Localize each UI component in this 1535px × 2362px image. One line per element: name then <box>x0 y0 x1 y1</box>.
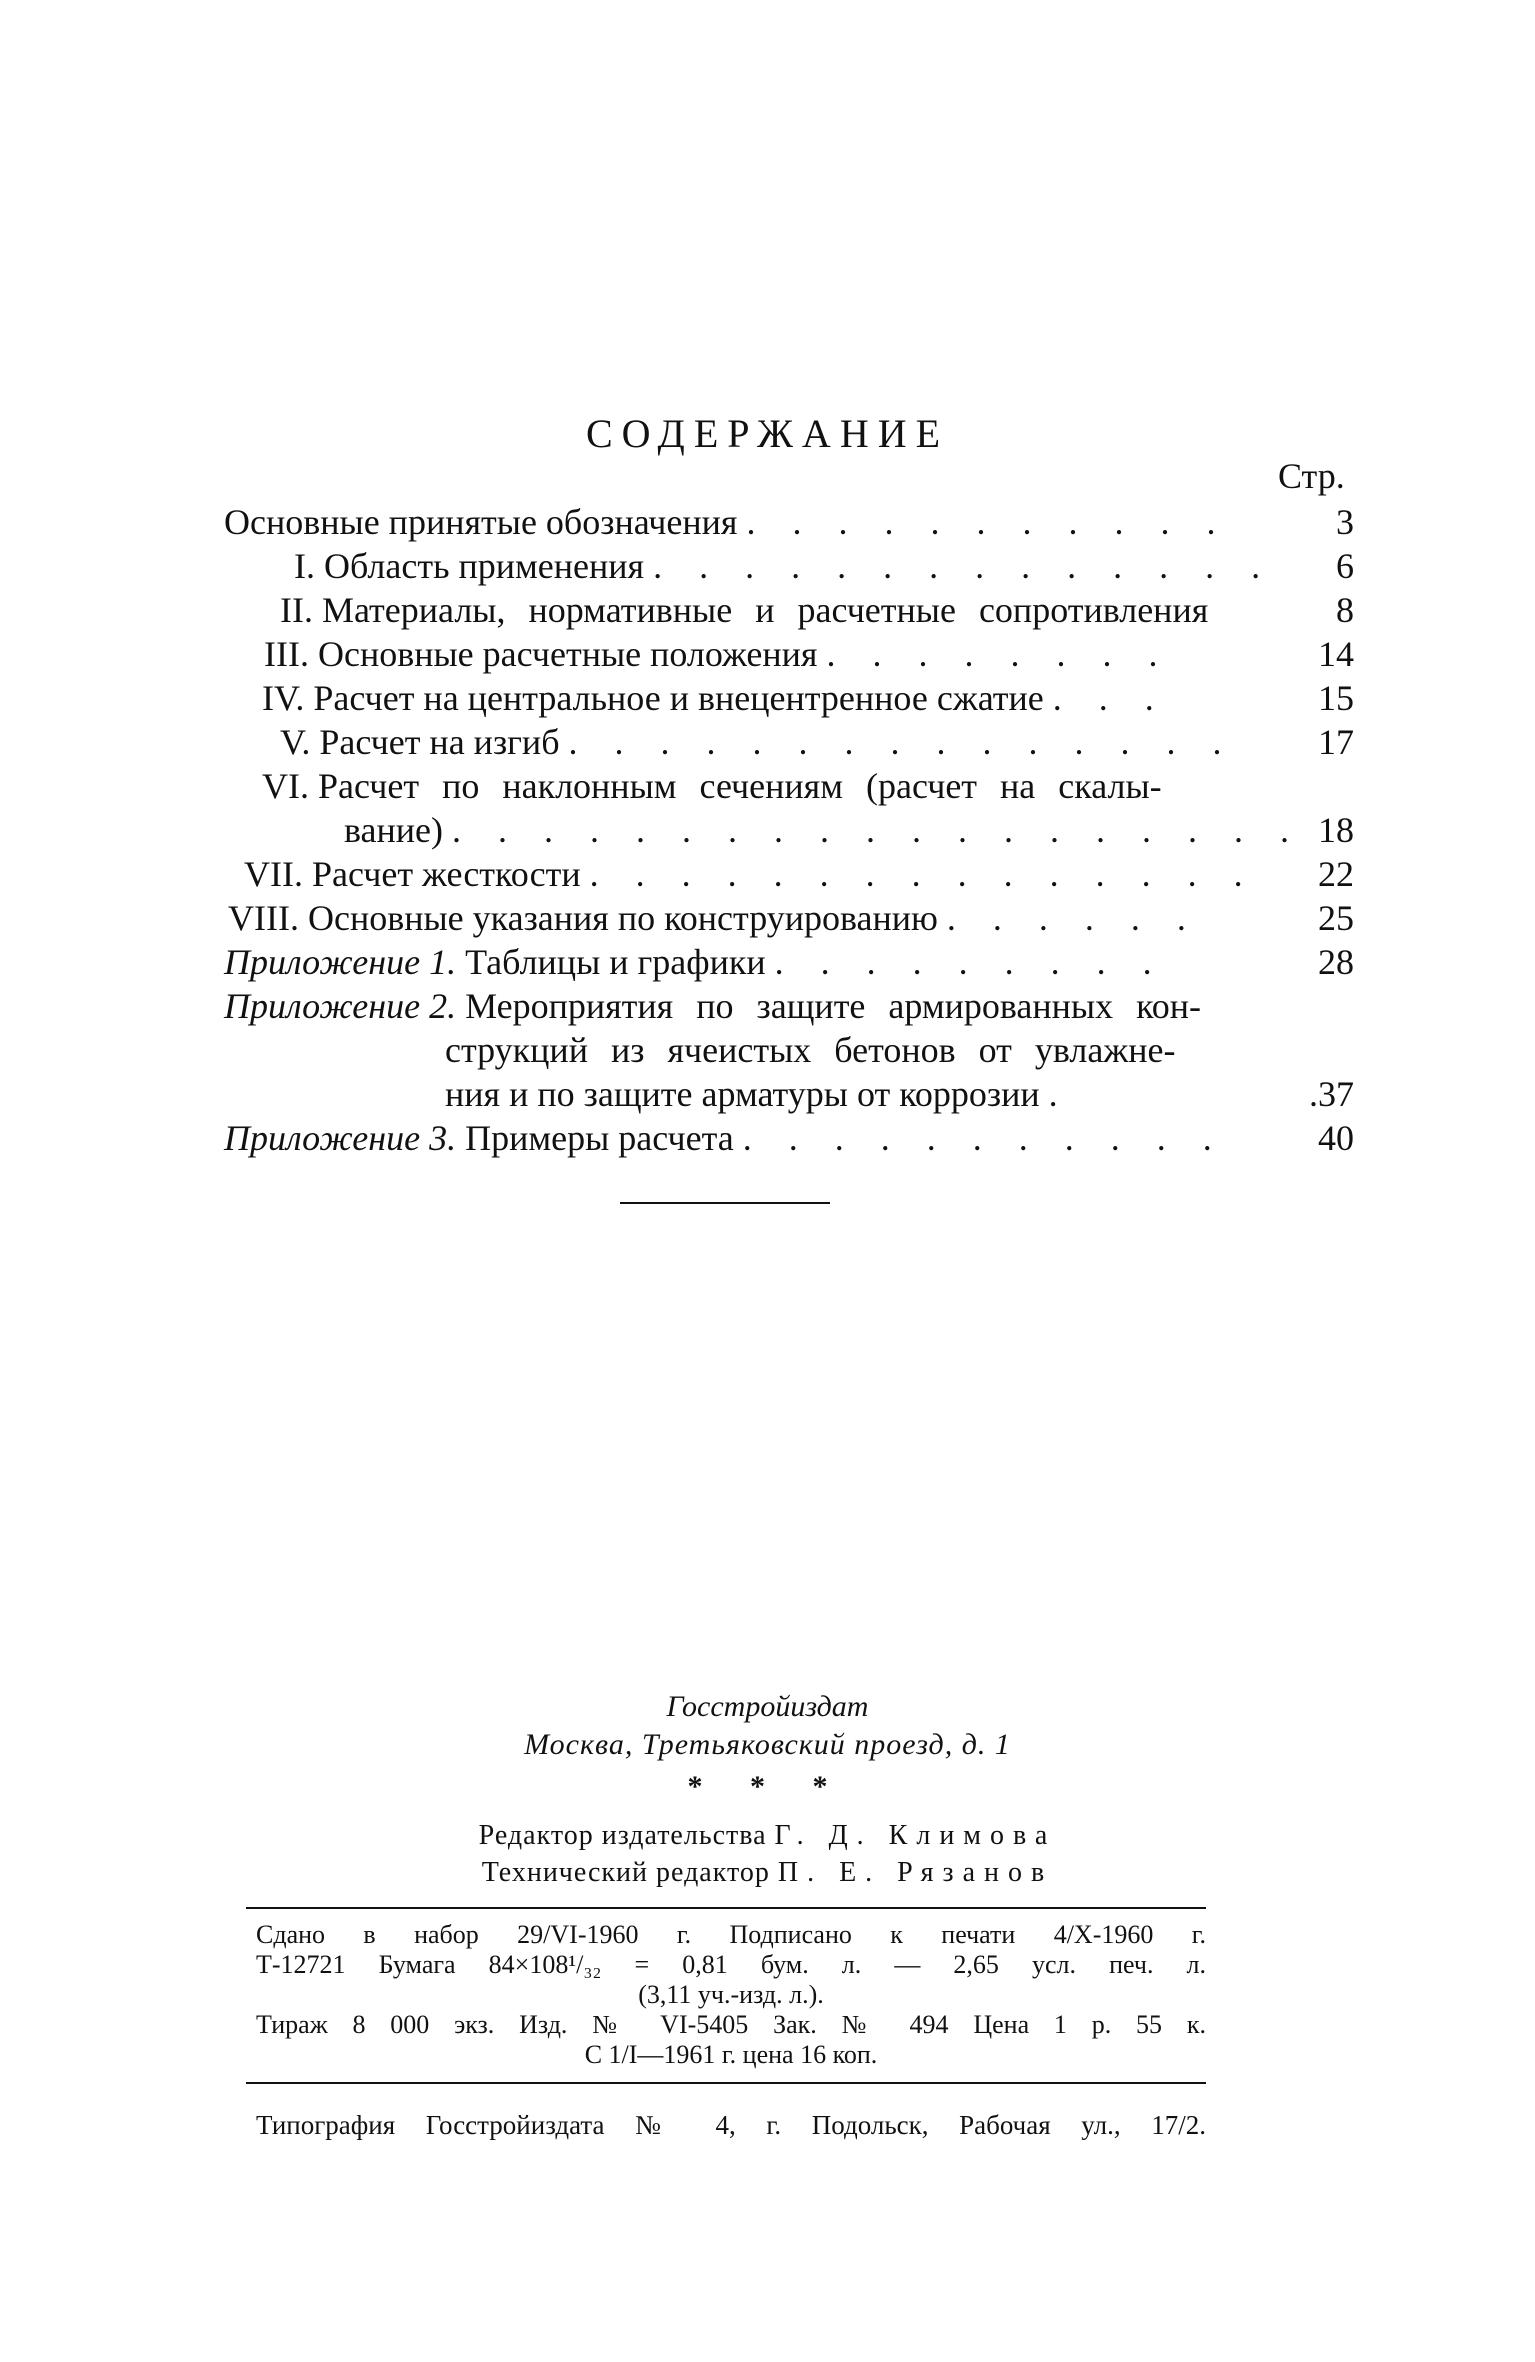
biblio-line: Тираж 8 000 экз. Изд. № VI-5405 Зак. № 494 Цена 1 р. 55 к. <box>256 2010 1206 2039</box>
toc-appendix <box>224 984 1354 1028</box>
bibliographic-info <box>256 1920 1206 2070</box>
toc-leader-dots: . . . . . . . . . <box>774 942 1166 982</box>
toc-entry-text: Расчет на центральное и внецентренное сжатие <box>313 678 1044 718</box>
table-of-contents <box>224 500 1354 1160</box>
toc-appendix <box>224 1116 1354 1160</box>
editor-name: Г. Д. Климова <box>774 1820 1057 1851</box>
toc-appendix <box>224 940 1354 984</box>
toc-entry-page: 40 <box>1318 1118 1354 1158</box>
toc-entry <box>224 852 1354 896</box>
toc-leader-dots: . . . . . . . . . . . . . . . . . . . <box>452 810 1303 850</box>
appendix-text: Примеры расчета <box>465 1118 734 1158</box>
biblio-line: С 1/I—1961 г. цена 16 коп. <box>584 2040 878 2069</box>
biblio-line: Сдано в набор 29/VI-1960 г. Подписано к печати 4/X-1960 г. <box>256 1920 1206 1949</box>
toc-entry-text: Область применения <box>324 546 645 586</box>
toc-entry <box>224 764 1354 808</box>
toc-leader-dots: . . . . . . . . . . . . . . . <box>568 722 1236 762</box>
toc-entry-text: Основные принятые обозначения <box>224 502 738 542</box>
appendix-text: ния и по защите арматуры от коррозии <box>445 1074 1040 1114</box>
appendix-label: Приложение 2. <box>224 986 457 1026</box>
toc-entry-text: Основные указания по конструированию <box>307 898 938 938</box>
appendix-label: Приложение 3. <box>224 1118 457 1158</box>
toc-entry <box>224 896 1354 940</box>
toc-entry-number: VIII. <box>228 898 299 938</box>
appendix-label: Приложение 1. <box>224 942 457 982</box>
toc-leader-dots: . . . . . . <box>946 898 1200 938</box>
toc-leader-dots: . <box>1048 1074 1072 1114</box>
toc-entry-page: 15 <box>1318 678 1354 718</box>
toc-entry <box>224 632 1354 676</box>
toc-leader-dots: . . . . . . . . <box>826 634 1172 674</box>
toc-entry-page: 6 <box>1336 546 1354 586</box>
toc-entry-number: IV. <box>262 678 305 718</box>
publisher-name: Госстройиздат <box>666 1690 869 1723</box>
rule-top <box>246 1907 1206 1909</box>
toc-entry-page: 8 <box>1336 590 1354 630</box>
toc-entry-number: II. <box>280 590 313 630</box>
toc-entry-page: 25 <box>1318 898 1354 938</box>
tech-editor-name: П. Е. Рязанов <box>777 1857 1054 1888</box>
toc-entry-text: Основные расчетные положения <box>317 634 818 674</box>
toc-entry-number: V. <box>280 722 311 762</box>
toc-entry <box>224 676 1354 720</box>
toc-entry-page: 22 <box>1318 854 1354 894</box>
toc-leader-dots: . . . . . . . . . . . <box>746 502 1230 542</box>
toc-title: СОДЕРЖАНИЕ <box>585 411 950 456</box>
toc-entry-number: VI. <box>262 766 309 806</box>
toc-entry-text: Расчет по наклонным сечениям (расчет на скалы- <box>318 766 1162 806</box>
appendix-text: Таблицы и графики <box>465 942 766 982</box>
biblio-line: (3,11 уч.-изд. л.). <box>638 1980 824 2009</box>
toc-entry <box>224 544 1354 588</box>
biblio-line: Т-12721 Бумага 84×108¹/₃₂ = 0,81 бум. л. — 2,65 усл. печ. л. <box>256 1950 1206 1979</box>
toc-entry-text: Материалы, нормативные и расчетные сопротивления <box>321 590 1209 630</box>
toc-leader-dots: . . . . . . . . . . . <box>742 1118 1226 1158</box>
publisher-address: Москва, Третьяковский проезд, д. 1 <box>524 1728 1011 1761</box>
toc-entry-text: Расчет на изгиб <box>319 722 560 762</box>
printer-info: Типография Госстройиздата № 4, г. Подольск, Рабочая ул., 17/2. <box>256 2110 1206 2140</box>
tech-editor-credit <box>0 1857 1535 1889</box>
toc-leader-dots: . . . . . . . . . . . . . . . <box>589 854 1257 894</box>
toc-entry-page: 3 <box>1336 502 1354 542</box>
toc-appendix-continuation <box>224 1072 1354 1116</box>
toc-entry-page: 17 <box>1318 722 1354 762</box>
tech-editor-label: Технический редактор <box>481 1857 770 1888</box>
stars-separator: * * * <box>687 1770 848 1803</box>
editor-label: Редактор издательства <box>478 1820 767 1851</box>
toc-entry-page: 14 <box>1318 634 1354 674</box>
toc-entry-text: вание) <box>344 810 443 850</box>
toc-entry <box>224 720 1354 764</box>
toc-entry-number: III. <box>264 634 309 674</box>
editor-credit <box>0 1820 1535 1852</box>
toc-appendix-continuation <box>224 1028 1354 1072</box>
toc-entry-page: .37 <box>1309 1074 1354 1114</box>
toc-entry-page: 18 <box>1318 810 1354 850</box>
toc-entry <box>224 500 1354 544</box>
appendix-text: Мероприятия по защите армированных кон- <box>465 986 1202 1026</box>
toc-entry <box>224 588 1354 632</box>
appendix-text: струкций из ячеистых бетонов от увлажне- <box>445 1030 1176 1070</box>
toc-entry-number: I. <box>294 546 315 586</box>
rule-bottom <box>246 2082 1206 2084</box>
toc-leader-dots: . . . <box>1052 678 1168 718</box>
toc-entry-text: Расчет жесткости <box>311 854 581 894</box>
toc-entry-page: 28 <box>1318 942 1354 982</box>
toc-entry-number: VII. <box>244 854 303 894</box>
section-divider <box>620 1202 830 1204</box>
toc-page-column-header: Стр. <box>1278 456 1345 496</box>
toc-leader-dots: . . . . . . . . . . . . . . <box>653 546 1275 586</box>
toc-entry-continuation <box>224 808 1354 852</box>
